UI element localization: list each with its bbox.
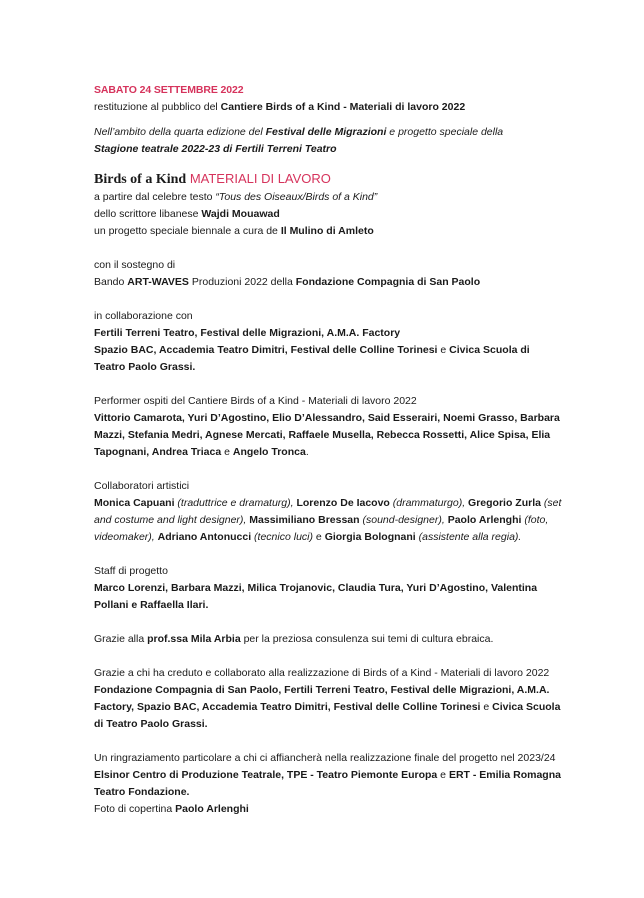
collaboratori-list: Monica Capuani (traduttrice e dramaturg), Lorenzo De Iacovo (drammaturgo), Gregorio Zurla (set and costume and light designer), Massimiliano Bressan (sound-designer), Paolo Arlenghi (foto, videomaker), Adriano Antonucci (tecnico luci) e Giorgia Bolognani (assistente alla regia). bbox=[94, 497, 562, 543]
staff-label: Staff di progetto bbox=[94, 565, 168, 577]
document-page bbox=[94, 82, 564, 818]
restitution-line: restituzione al pubblico del Cantiere Birds of a Kind - Materiali di lavoro 2022 bbox=[94, 101, 466, 113]
grazie-names: Fondazione Compagnia di San Paolo, Fertili Terreni Teatro, Festival delle Migrazioni, A.M.A. Factory, Spazio BAC, Accademia Teatro Dimitri, Festival delle Colline Torinesi e Civica Scuola di Teatro Paolo Grassi. bbox=[94, 684, 561, 730]
intro-line-2: dello scrittore libanese Wajdi Mouawad bbox=[94, 208, 280, 220]
grazie-label: Grazie a chi ha creduto e collaborato alla realizzazione di Birds of a Kind - Materiali di lavoro 2022 bbox=[94, 667, 550, 679]
performers-label: Performer ospiti del Cantiere Birds of a Kind - Materiali di lavoro 2022 bbox=[94, 395, 417, 407]
grazie-consulenza: Grazie alla prof.ssa Mila Arbia per la preziosa consulenza sui temi di cultura ebraica. bbox=[94, 633, 494, 645]
ringraziamento-names: Elsinor Centro di Produzione Teatrale, TPE - Teatro Piemonte Europa e ERT - Emilia Romagna Teatro Fondazione. bbox=[94, 769, 561, 798]
sostegno-label: con il sostegno di bbox=[94, 259, 176, 271]
date-heading: SABATO 24 SETTEMBRE 2022 bbox=[94, 84, 244, 96]
collaboratori-label: Collaboratori artistici bbox=[94, 480, 190, 492]
performers-names: Vittorio Camarota, Yuri D’Agostino, Elio D’Alessandro, Said Esserairi, Noemi Grasso, Barbara Mazzi, Stefania Medri, Agnese Mercati, Raffaele Musella, Rebecca Rossetti, Alice Spisa, Elia Tapognani, Andrea Triaca e Angelo Tronca. bbox=[94, 412, 560, 458]
ambito-paragraph: Nell’ambito della quarta edizione del Festival delle Migrazioni e progetto speciale della Stagione teatrale 2022-23 di Fertili Terreni Teatro bbox=[94, 126, 504, 155]
collab-line-2: Spazio BAC, Accademia Teatro Dimitri, Festival delle Colline Torinesi e Civica Scuola di Teatro Paolo Grassi. bbox=[94, 344, 530, 373]
staff-names: Marco Lorenzi, Barbara Mazzi, Milica Trojanovic, Claudia Tura, Yuri D’Agostino, Valentina Pollani e Raffaella Ilari. bbox=[94, 582, 538, 611]
ringraziamento-label: Un ringraziamento particolare a chi ci affiancherà nella realizzazione finale del progetto nel 2023/24 bbox=[94, 752, 556, 764]
collab-label: in collaborazione con bbox=[94, 310, 193, 322]
sostegno-line: Bando ART-WAVES Produzioni 2022 della Fondazione Compagnia di San Paolo bbox=[94, 276, 481, 288]
intro-line-3: un progetto speciale biennale a cura de Il Mulino di Amleto bbox=[94, 225, 374, 237]
intro-line-1: a partire dal celebre testo “Tous des Oiseaux/Birds of a Kind” bbox=[94, 191, 378, 203]
project-title: Birds of a Kind MATERIALI DI LAVORO bbox=[94, 171, 331, 187]
foto-credit: Foto di copertina Paolo Arlenghi bbox=[94, 803, 249, 815]
collab-line-1: Fertili Terreni Teatro, Festival delle Migrazioni, A.M.A. Factory bbox=[94, 327, 401, 339]
